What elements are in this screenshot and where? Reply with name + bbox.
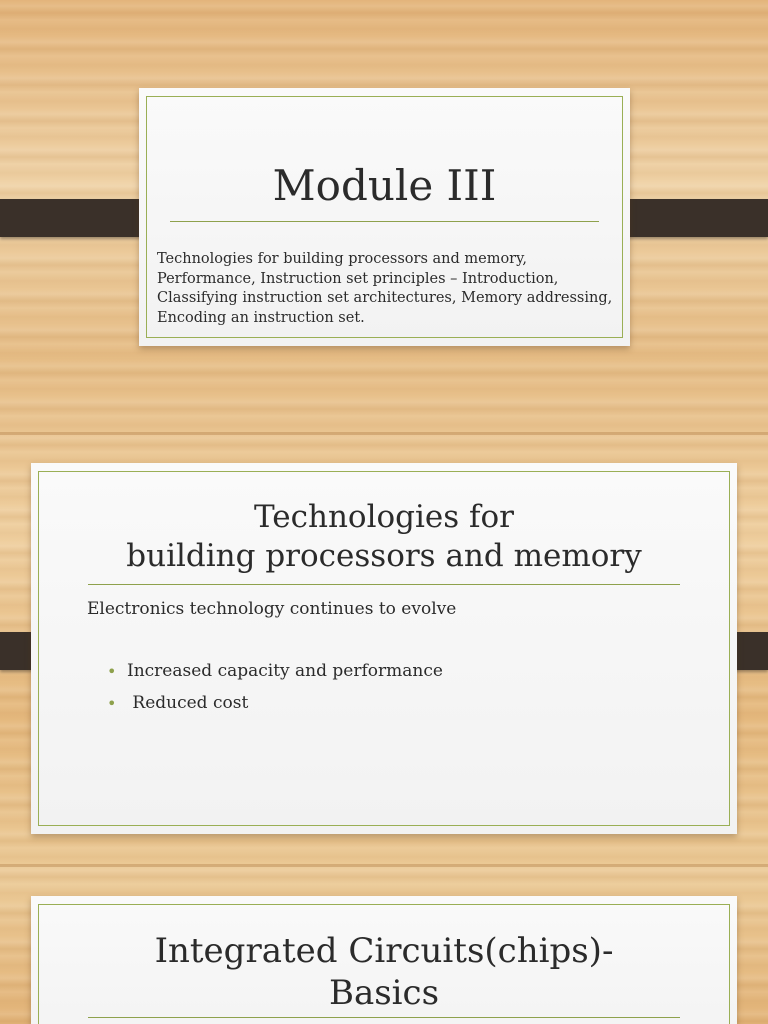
slide-intro-text: Electronics technology continues to evolve <box>87 599 457 619</box>
slide-clip-right <box>613 199 768 237</box>
slide-title: Technologies for building processors and memory <box>126 499 642 574</box>
slide-summary: Technologies for building processors and memory, Performance, Instruction set principles – Introduction, Classifying instruction set architectures, Memory addressing, Encoding an instruction set. <box>157 251 613 326</box>
slide-title: Module III <box>272 161 497 210</box>
slide-clip-left <box>0 199 155 237</box>
bullet-text: Increased capacity and performance <box>127 661 443 681</box>
slide-title: Integrated Circuits(chips)- Basics <box>154 931 614 1013</box>
slide-3 <box>31 896 737 1024</box>
bullet-icon: • <box>107 661 117 681</box>
slide-2 <box>31 463 737 834</box>
title-rule <box>88 584 680 585</box>
bullet-item <box>107 693 248 713</box>
title-rule <box>88 1017 680 1018</box>
wood-plank-seam <box>0 864 768 867</box>
bullet-item <box>107 661 443 681</box>
bullet-text: Reduced cost <box>127 693 249 713</box>
slide-1 <box>139 88 630 346</box>
bullet-icon: • <box>107 693 117 713</box>
wood-plank-seam <box>0 432 768 435</box>
title-rule <box>170 221 599 222</box>
